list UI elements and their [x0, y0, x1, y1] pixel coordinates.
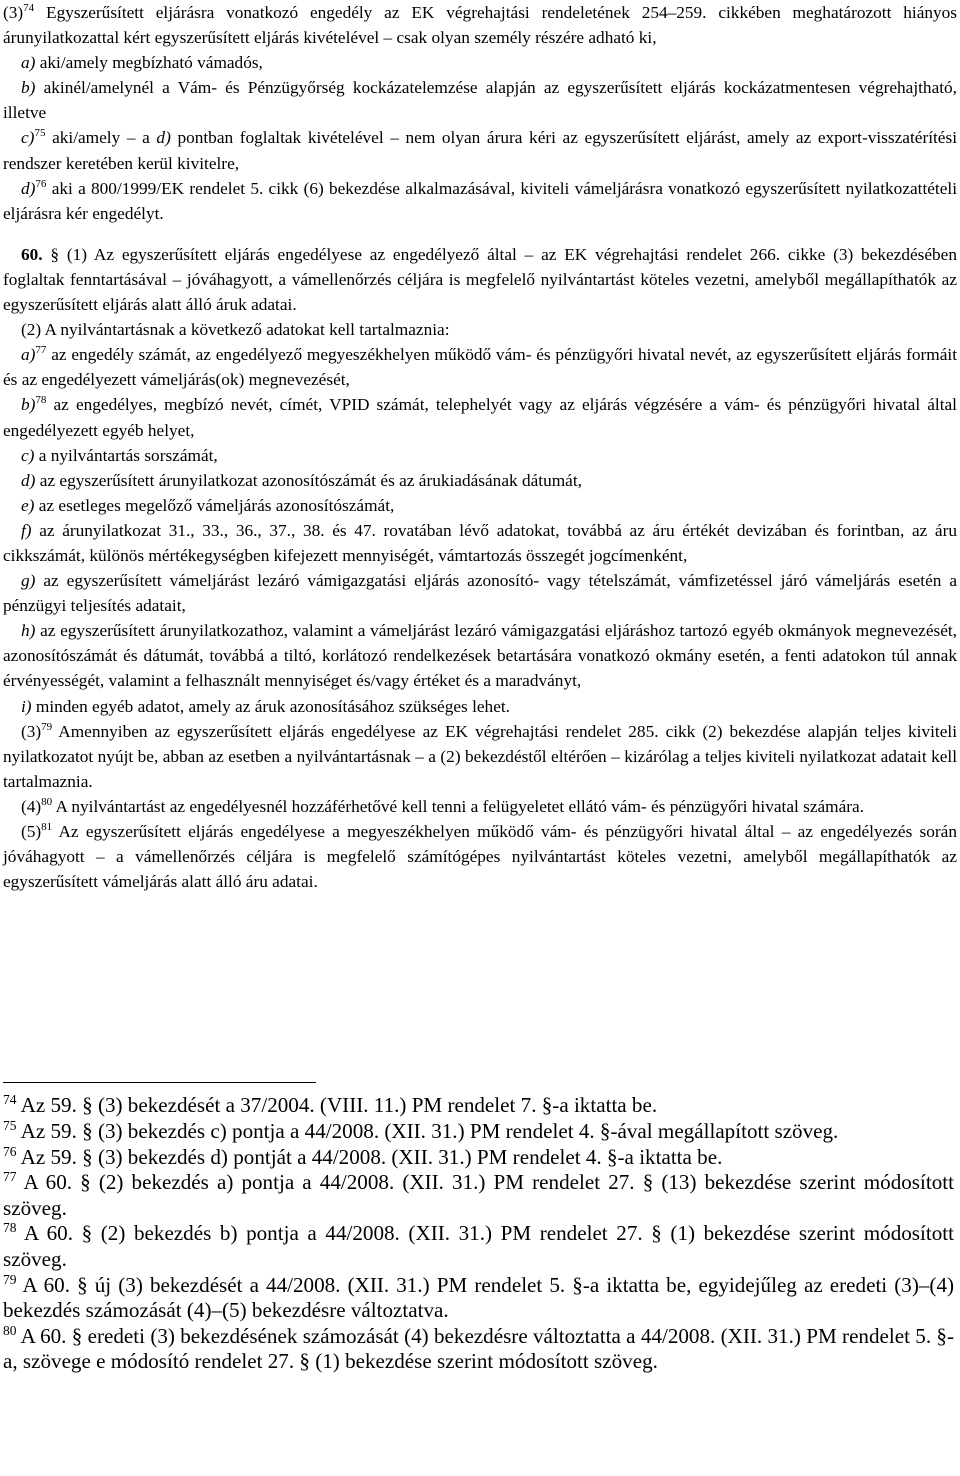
paragraph-text: (1) Az egyszerűsített eljárás engedélyese az engedélyező által – az EK végrehajtási rendelet 266. cikke (3) bekezdésében foglaltak fenntartásával – jóváhagyott, a vámellenőrzés céljára is megfelelő nyilvántartást köteles vezetni, amelyből megállapíthatók az egyszerűsített eljárás alatt álló áruk adatai. [3, 244, 957, 315]
list-label: i) [21, 696, 32, 716]
paragraph-59-3 [3, 0, 957, 50]
footnote-text: Az 59. § (3) bekezdés d) pontját a 44/2008. (XII. 31.) PM rendelet 4. §-a iktatta be. [20, 1144, 723, 1169]
footnote-text: A 60. § (2) bekezdés a) pontja a 44/2008. (XII. 31.) PM rendelet 27. § (13) bekezdése szerint módosított szöveg. [3, 1170, 955, 1220]
list-text: az egyszerűsített árunyilatkozathoz, valamint a vámeljárást lezáró vámigazgatási eljáráshoz tartozó egyéb okmányok megnevezését, azonosítószámát és dátumát, továbbá a tiltó, korlátozó rendelkezések betartására vonatkozó okmány esetén, a fenti adatokon túl annak érvényességét, valamint a felhasznált mennyiséget és/vagy értéket és a maradványt, [3, 621, 958, 691]
footnote-ref[interactable]: 81 [41, 821, 53, 834]
list-text: az egyszerűsített vámeljárást lezáró vámigazgatási eljárás azonosító- vagy tételszámát, vámfizetéssel járó vámeljárás esetén a pénzügyi teljesítés adatait, [3, 571, 957, 616]
section-symbol: § [50, 244, 60, 264]
footnote-ref[interactable]: 74 [23, 2, 35, 15]
list-cross-ref: d) [156, 128, 171, 148]
list-label: b) [21, 395, 36, 415]
footnote-divider [3, 1082, 316, 1083]
list-text: az engedély számát, az engedélyező megyeszékhelyen működő vám- és pénzügyőri hivatal nevét, az egyszerűsített eljárás formáit és az engedélyezett vámeljárás(ok) megnevezését, [3, 345, 957, 390]
paragraph-text: Az egyszerűsített eljárás engedélyese a megyeszékhelyen működő vám- és pénzügyőri hivatal által – az engedélyezés során jóváhagyott – a vámellenőrzés céljára is megfelelő számítógépes nyilvántartást köteles vezetni, amelyből megállapíthatók az egyszerűsített vámeljárás alatt álló áru adatai. [3, 822, 957, 892]
list-item-b [3, 75, 957, 125]
list-label: c) [21, 128, 35, 148]
list-text-cont: pontban foglaltak kivételével – nem olyan árura kéri az egyszerűsített eljárást, amely az export-visszatérítési rendszer keretében kerül kivitelre, [3, 128, 957, 173]
list-text: akinél/amelynél a Vám- és Pénzügyőrség kockázatelemzése alapján az egyszerűsített eljárás kockázatmentesen végrehajtható, illetve [3, 78, 957, 123]
footnote-number: 78 [3, 1220, 17, 1236]
list-label: d) [21, 470, 36, 490]
list-label: h) [21, 621, 36, 641]
footnote [3, 1093, 954, 1118]
paragraph-number: (5) [21, 822, 42, 841]
list-item-c [3, 125, 957, 175]
list-item-d [3, 176, 957, 226]
list-label: c) [21, 445, 35, 465]
list-item-60-f [3, 518, 957, 568]
list-text: az engedélyes, megbízó nevét, címét, VPID számát, telephelyét vagy az eljárás végzésére a vám- és pénzügyőri hivatal által engedélyezett egyéb helyet, [3, 395, 957, 440]
footnote-ref[interactable]: 75 [34, 127, 46, 140]
footnote [3, 1324, 954, 1375]
footnote [3, 1145, 954, 1170]
section-60-5 [3, 819, 957, 894]
list-item-60-e [3, 493, 957, 518]
paragraph-number: (4) [21, 796, 42, 816]
list-text: az árunyilatkozat 31., 33., 36., 37., 38. és 47. rovatában lévő adatokat, továbbá az áru értékét devizában és forintban, az áru cikkszámát, különös mértékegységben kifejezett mennyiségét, vámtartozás összegét jogcímenként, [3, 520, 957, 565]
footnote-ref[interactable]: 80 [41, 796, 53, 809]
list-label: a) [21, 53, 36, 73]
list-item-60-h [3, 618, 957, 693]
footnote-ref[interactable]: 78 [35, 394, 47, 407]
section-number: 60. [21, 244, 43, 264]
list-label: b) [21, 78, 36, 98]
footnote-number: 76 [3, 1143, 17, 1159]
list-item-60-i [3, 694, 957, 719]
footnote [3, 1221, 954, 1272]
section-gap [3, 226, 957, 242]
document-body [3, 0, 957, 894]
list-text: az esetleges megelőző vámeljárás azonosítószámát, [38, 495, 395, 515]
footnote-text: A 60. § eredeti (3) bekezdésének számozását (4) bekezdésre változtatta a 44/2008. (XII. 31.) PM rendelet 5. §-a, szövege e módosító rendelet 27. § (1) bekezdése szerint módosított szöveg. [3, 1323, 955, 1373]
paragraph-number: (3) [21, 721, 42, 741]
list-item-60-b [3, 392, 957, 442]
paragraph-text: (2) A nyilvántartásnak a következő adatokat kell tartalmaznia: [21, 320, 450, 340]
list-item-60-d [3, 468, 957, 493]
footnote-number: 75 [3, 1117, 17, 1133]
list-item-60-c [3, 443, 957, 468]
list-text: a nyilvántartás sorszámát, [38, 445, 218, 465]
footnote-text: Az 59. § (3) bekezdés c) pontja a 44/2008. (XII. 31.) PM rendelet 4. §-ával megállapított szöveg. [20, 1118, 839, 1143]
list-text: aki/amely megbízható vámadós, [39, 53, 263, 73]
list-label: d) [21, 178, 36, 198]
list-label: f) [21, 520, 32, 540]
list-text: az egyszerűsített árunyilatkozat azonosítószámát és az árukiadásának dátumát, [39, 470, 582, 490]
list-text: aki a 800/1999/EK rendelet 5. cikk (6) bekezdése alkalmazásával, kiviteli vámeljárásra vonatkozó egyszerűsített nyilatkozattételi eljárásra kér engedélyt. [3, 178, 958, 223]
footnotes [3, 1093, 954, 1375]
footnote-text: A 60. § (2) bekezdés b) pontja a 44/2008. (XII. 31.) PM rendelet 27. § (1) bekezdése szerint módosított szöveg. [3, 1221, 954, 1271]
footnote [3, 1119, 954, 1144]
footnote-text: Az 59. § (3) bekezdését a 37/2004. (VIII. 11.) PM rendelet 7. §-a iktatta be. [20, 1093, 658, 1117]
paragraph-number: (3) [3, 3, 24, 22]
section-60-2 [3, 317, 957, 342]
list-label: g) [21, 571, 36, 591]
footnote-text: A 60. § új (3) bekezdését a 44/2008. (XII. 31.) PM rendelet 5. §-a iktatta be, egyidejűleg az eredeti (3)–(4) bekezdés számozását (4)–(5) bekezdésre változtatva. [3, 1272, 955, 1322]
list-label: e) [21, 495, 35, 515]
footnote [3, 1273, 954, 1324]
footnote-number: 80 [3, 1322, 17, 1338]
paragraph-text: Egyszerűsített eljárásra vonatkozó engedély az EK végrehajtási rendeletének 254–259. cikkében meghatározott hiányos árunyilatkozattal kért egyszerűsített eljárás kivételével – csak olyan személy részére adható ki, [3, 3, 958, 48]
list-item-a [3, 50, 957, 75]
list-label: a) [21, 345, 36, 365]
list-text: minden egyéb adatot, amely az áruk azonosításához szükséges lehet. [35, 696, 510, 716]
footnote-number: 79 [3, 1271, 17, 1287]
list-item-60-a [3, 342, 957, 392]
footnote-number: 74 [3, 1091, 17, 1107]
section-60-1 [3, 242, 957, 317]
footnote-ref[interactable]: 77 [35, 344, 47, 357]
section-60-3 [3, 719, 957, 794]
footnote-ref[interactable]: 76 [35, 177, 47, 190]
list-item-60-g [3, 568, 957, 618]
footnote [3, 1170, 954, 1221]
footnote-ref[interactable]: 79 [41, 720, 53, 733]
section-60-4 [3, 794, 957, 819]
list-text: aki/amely – a [52, 128, 157, 148]
paragraph-text: Amennyiben az egyszerűsített eljárás engedélyese az EK végrehajtási rendelet 285. cikk (2) bekezdése alapján teljes kiviteli nyilatkozatot nyújt be, abban az esetben a nyilvántartásnak – a (2) bekezdéstől eltérően – kizárólag a teljes kiviteli nyilatkozat adatait kell tartalmaznia. [3, 721, 957, 791]
paragraph-text: A nyilvántartást az engedélyesnél hozzáférhetővé kell tenni a felügyeletet ellátó vám- és pénzügyőri hivatal számára. [55, 796, 865, 816]
footnote-number: 77 [3, 1169, 17, 1185]
